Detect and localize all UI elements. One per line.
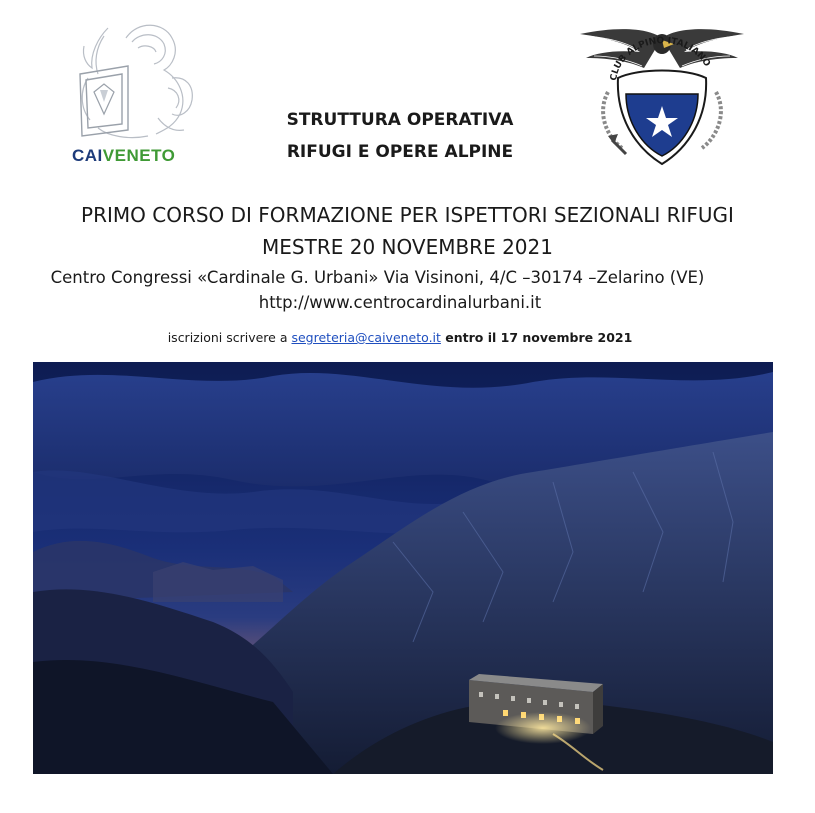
course-title: PRIMO CORSO DI FORMAZIONE PER ISPETTORI SEZIONALI RIFUGI	[81, 203, 734, 227]
course-date: MESTRE 20 NOVEMBRE 2021	[262, 235, 553, 259]
caiveneto-wordmark	[72, 146, 175, 166]
registration-prefix: iscrizioni scrivere a	[167, 330, 292, 345]
brand-veneto-text: VENETO	[102, 146, 176, 165]
venue-website: http://www.centrocardinalurbani.it	[258, 293, 542, 312]
emblem-arc-text: CLUB ALPINO ITALIANO	[609, 36, 712, 82]
cai-veneto-logo	[68, 18, 200, 168]
winged-lion-icon	[68, 18, 200, 146]
registration-deadline: entro il 17 novembre 2021	[440, 330, 633, 345]
course-heading	[0, 199, 815, 263]
organization-header	[230, 104, 570, 168]
registration-note	[0, 330, 800, 345]
cai-emblem-logo	[578, 22, 746, 172]
header-line-2: RIFUGI E OPERE ALPINE	[286, 142, 514, 162]
venue-address: Centro Congressi «Cardinale G. Urbani» Via Visinoni, 4/C –30174 –Zelarino (VE)	[50, 268, 705, 287]
mountain-hut-night-photo	[33, 362, 773, 774]
brand-cai-text: CAI	[72, 146, 103, 165]
eagle-shield-icon	[578, 22, 746, 172]
header-line-1: STRUTTURA OPERATIVA	[286, 110, 514, 130]
registration-email-link[interactable]: segreteria@caiveneto.it	[291, 330, 441, 345]
